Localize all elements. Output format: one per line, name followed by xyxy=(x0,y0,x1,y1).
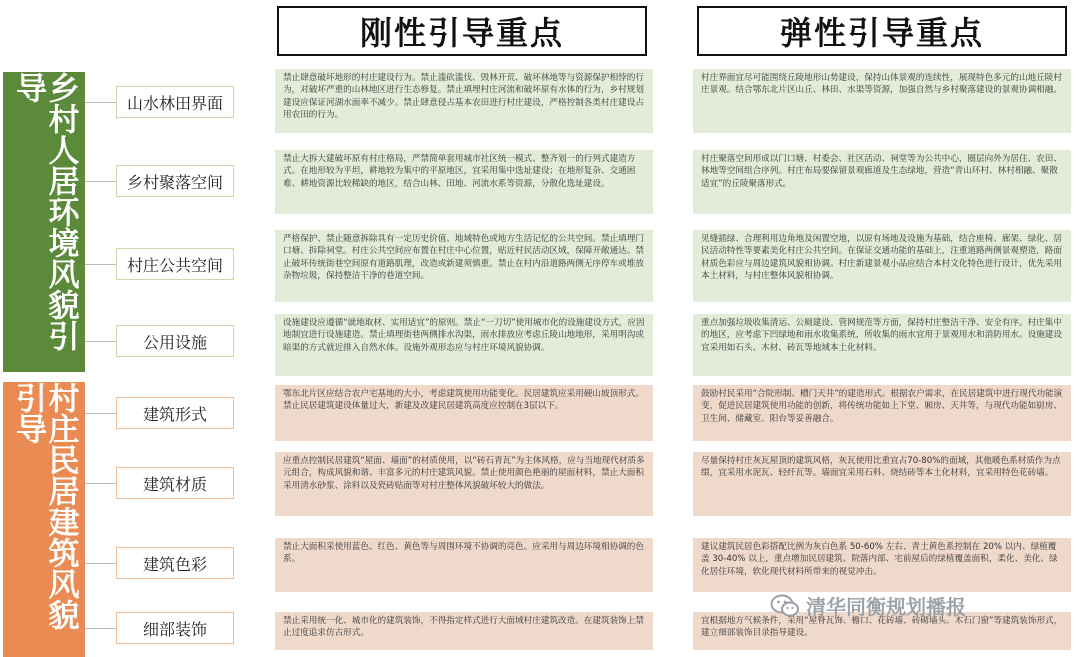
connector-line xyxy=(85,628,116,629)
rigid-text-settlement-space: 禁止大拆大建破坏原有村庄格局，严禁简单套用城市社区统一模式、整齐划一的行列式建造方式。在地形较为平坦，耕地较为集中的平原地区，宜采用集中选址建设；在地形复杂、交通困难、耕地资源比较稀缺的地区，结合山林、田地、河流水系等资源，分散化选址建设。 xyxy=(275,150,653,214)
wechat-icon xyxy=(770,593,800,619)
watermark xyxy=(770,591,966,620)
connector-line xyxy=(85,181,116,182)
elastic-text-building-form: 鼓励村民采用“合院形制、槽门天井”的建造形式。根据农户需求，在民居建筑中进行现代功能演变，促进民居建筑使用功能的创新，将传统功能如上下堂、厢房、天井等，与现代功能如厨房、卫生间、储藏室、阳台等妥善融合。 xyxy=(693,385,1071,441)
section-village-environment: 乡村人居环境风貌引导 xyxy=(3,72,85,372)
rigid-text-public-space: 严格保护、禁止随意拆除具有一定历史价值、地域特色或地方生活记忆的公共空间。禁止填埋门口塘、拆除祠堂。村庄公共空间应布置在村庄中心位置，贴近村民活动区域，保障开敞通达。禁止破坏传统街巷空间原有道路肌理，改造或新建须慎重。禁止在村内沿道路两侧无序停车或堆放杂物垃圾，保持整洁干净的巷道空间。 xyxy=(275,230,653,302)
watermark-text: 清华同衡规划播报 xyxy=(806,595,966,619)
elastic-guidance-header: 弹性引导重点 xyxy=(697,6,1067,56)
row-label-building-color: 建筑色彩 xyxy=(116,547,234,579)
rigid-text-building-form: 鄂东北片区应结合农户宅基地的大小，考虑建筑使用功能变化。民居建筑应采用硬山坡顶形式。禁止民居建筑建设体量过大，新建及改建民居建筑高度应控制在3层以下。 xyxy=(275,385,653,441)
rigid-guidance-header: 刚性引导重点 xyxy=(277,6,647,56)
elastic-text-settlement-space: 村庄聚落空间形成以门口塘、村委会、社区活动、祠堂等为公共中心，圈层向外为居住、农田、林地等空间组合序列。村庄布局要保留景观廊道及生态绿地，营造“青山环村、林村相融、聚散适宜”的丘陵聚落形式。 xyxy=(693,150,1071,214)
connector-line xyxy=(85,102,116,103)
connector-line xyxy=(85,483,116,484)
elastic-text-building-color: 建议建筑民居色彩搭配比例为灰白色系 50-60% 左右、青土黄色系控制在 20% 以内、绿植覆盖 30-40% 以上，重点增加民居建筑、院落内部、宅前屋后的绿植覆盖面积，柔化、美化、绿化居住环境，软化现代材料所带来的视觉冲击。 xyxy=(693,538,1071,592)
rigid-text-building-material: 应重点控制民居建筑“屋面、墙面”的材质使用，以“砖石青瓦”为主体风格，应与当地现代材质多元组合，构成风貌和谐、丰富多元的村庄建筑风貌。禁止使用颜色艳丽的屋面材料，禁止大面积采用清水砂浆、涂料以及瓷砖贴面等对村庄整体风貌破坏较大的做法。 xyxy=(275,452,653,516)
elastic-text-detail-decoration: 宜根据地方气候条件，采用“屋脊瓦饰、檐口、花砖墙、砖砌墙头、木石门窗”等建筑装饰形式，建立细部装饰目录指导建设。 xyxy=(693,612,1071,650)
section-village-buildings: 村庄民居建筑风貌引导 xyxy=(3,382,85,657)
row-label-public-facilities: 公用设施 xyxy=(116,325,234,357)
connector-line xyxy=(85,264,116,265)
row-label-building-material: 建筑材质 xyxy=(116,467,234,499)
elastic-text-public-facilities: 重点加强垃圾收集清运、公厕建设、管网规范等方面，保持村庄整洁干净、安全有序。村庄集中的地区，应考虑下凹绿地和雨水收集系统，所收集的雨水宜用于景观用水和消防用水。设施建设宜采用如石头、木材、砖瓦等地域本土化材料。 xyxy=(693,314,1071,376)
elastic-text-landscape-interface: 村庄界面宜尽可能围绕丘陵地形山势建设，保持山体景观的连续性，展现特色多元的山地丘陵村庄景观。结合鄂东北片区山丘、林田、水渠等资源，加强自然与乡村聚落建设的景观协调相融。 xyxy=(693,69,1071,133)
row-label-landscape-interface: 山水林田界面 xyxy=(116,86,234,118)
connector-line xyxy=(85,413,116,414)
elastic-text-public-space: 见缝插绿、合理利用边角地及闲置空地，以原有场地及设施为基础，结合座椅、廊架、绿化、居民活动特性等要素美化村庄公共空间。在保证交通功能的基础上，注重道路两侧景观塑造，路面材质色彩应与周边建筑风貌相协调。村庄新建景观小品应结合本村文化特色进行设计，优先采用本土材料，与村庄整体风貌相协调。 xyxy=(693,230,1071,302)
connector-line xyxy=(85,563,116,564)
row-label-public-space: 村庄公共空间 xyxy=(116,248,234,280)
connector-line xyxy=(85,341,116,342)
rigid-text-landscape-interface: 禁止肆意破坏地形的村庄建设行为。禁止滥砍滥伐、毁林开荒、破坏林地等与资源保护相悖的行为，对破坏严重的山林地区进行生态修复。禁止填埋村庄河流和破坏原有水体的行为，乡村规划建设应保证河湖水面率不减少。禁止肆意侵占基本农田进行村庄建设，严格控制各类村庄建设占用农田的行为。 xyxy=(275,69,653,133)
rigid-text-public-facilities: 设施建设应遵循“就地取材、实用适宜”的原则。禁止“一刀切”使用城市化的设施建设方式，应因地制宜进行设施建造。禁止填埋街巷两侧排水沟渠，雨水排放应考虑丘陵山地地形，采用明沟或暗渠的方式就近排入自然水体。设施外观形态应与村庄环境风貌协调。 xyxy=(275,314,653,376)
rigid-text-building-color: 禁止大面积采使用蓝色、红色、黄色等与周围环境不协调的亮色。应采用与周边环境相协调的色系。 xyxy=(275,538,653,592)
row-label-building-form: 建筑形式 xyxy=(116,397,234,429)
row-label-settlement-space: 乡村聚落空间 xyxy=(116,165,234,197)
elastic-text-building-material: 尽量保持村庄灰瓦屋顶的建筑风格，灰瓦使用比重宜占70-80%的面域，其他暖色系材质作为点缀，宜采用水泥瓦、轻纤瓦等。墙面宜采用石料、烧结砖等本土化材料，宜采用特色花砖墙。 xyxy=(693,452,1071,516)
rigid-text-detail-decoration: 禁止采用统一化、城市化的建筑装饰，不得指定样式进行大面域村庄建筑改造。在建筑装饰上禁止过度追求仿古形式。 xyxy=(275,612,653,650)
row-label-detail-decoration: 细部装饰 xyxy=(116,612,234,644)
